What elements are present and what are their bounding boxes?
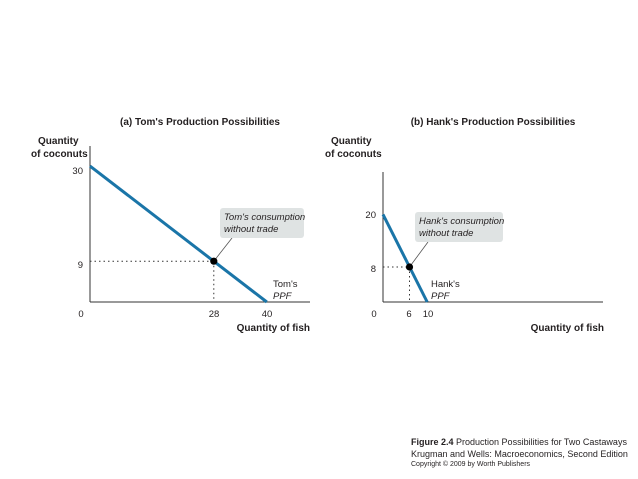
panel-a-ylabel-line1: Quantity (38, 136, 79, 147)
panel-b-xtick-0: 0 (371, 309, 377, 320)
panel-b-ytick-20: 20 (365, 210, 376, 221)
caption-title-line (411, 436, 635, 448)
caption-figure-title: Production Possibilities for Two Castaways (456, 437, 627, 447)
panel-a (31, 117, 310, 334)
caption-book: Krugman and Wells: Macroeconomics, Second Edition (411, 449, 628, 459)
panel-a-xtick-0: 0 (78, 309, 84, 320)
panel-b-callout-pointer (410, 242, 429, 267)
panel-b (325, 117, 604, 334)
panel-b-ylabel-line1: Quantity (331, 136, 372, 147)
caption-figure-number: Figure 2.4 (411, 437, 454, 447)
panel-a-ytick-9: 9 (77, 260, 83, 271)
panel-a-xtick-40: 40 (261, 309, 273, 320)
panel-b-series-label-line2: PPF (431, 291, 450, 302)
panel-b-consumption-point (406, 263, 413, 270)
figure-caption (411, 436, 635, 470)
panel-a-callout-pointer (214, 238, 232, 261)
panel-b-title: (b) Hank's Production Possibilities (410, 117, 576, 128)
panel-a-series-label-line1: Tom's (273, 279, 298, 290)
panel-a-title: (a) Tom's Production Possibilities (120, 117, 280, 128)
panel-b-ylabel-line2: of coconuts (325, 149, 382, 160)
panel-b-xtick-10: 10 (422, 309, 434, 320)
panel-b-xtick-6: 6 (406, 309, 412, 320)
panel-a-xtick-28: 28 (208, 309, 220, 320)
panel-a-callout-line1: Tom's consumption (224, 212, 306, 223)
panel-b-callout-line1: Hank's consumption (419, 216, 505, 227)
caption-copyright: Copyright © 2009 by Worth Publishers (411, 461, 531, 468)
panel-b-callout-line2: without trade (419, 228, 474, 239)
panel-b-xlabel: Quantity of fish (530, 323, 604, 334)
panel-b-series-label-line1: Hank's (431, 279, 460, 290)
panel-b-ytick-8: 8 (370, 264, 376, 275)
panel-a-xlabel: Quantity of fish (236, 323, 310, 334)
panel-a-ylabel-line2: of coconuts (31, 149, 88, 160)
panel-a-callout-line2: without trade (224, 224, 279, 235)
panel-a-series-label-line2: PPF (273, 291, 292, 302)
panel-a-consumption-point (210, 258, 217, 265)
panel-a-ytick-30: 30 (72, 166, 83, 177)
